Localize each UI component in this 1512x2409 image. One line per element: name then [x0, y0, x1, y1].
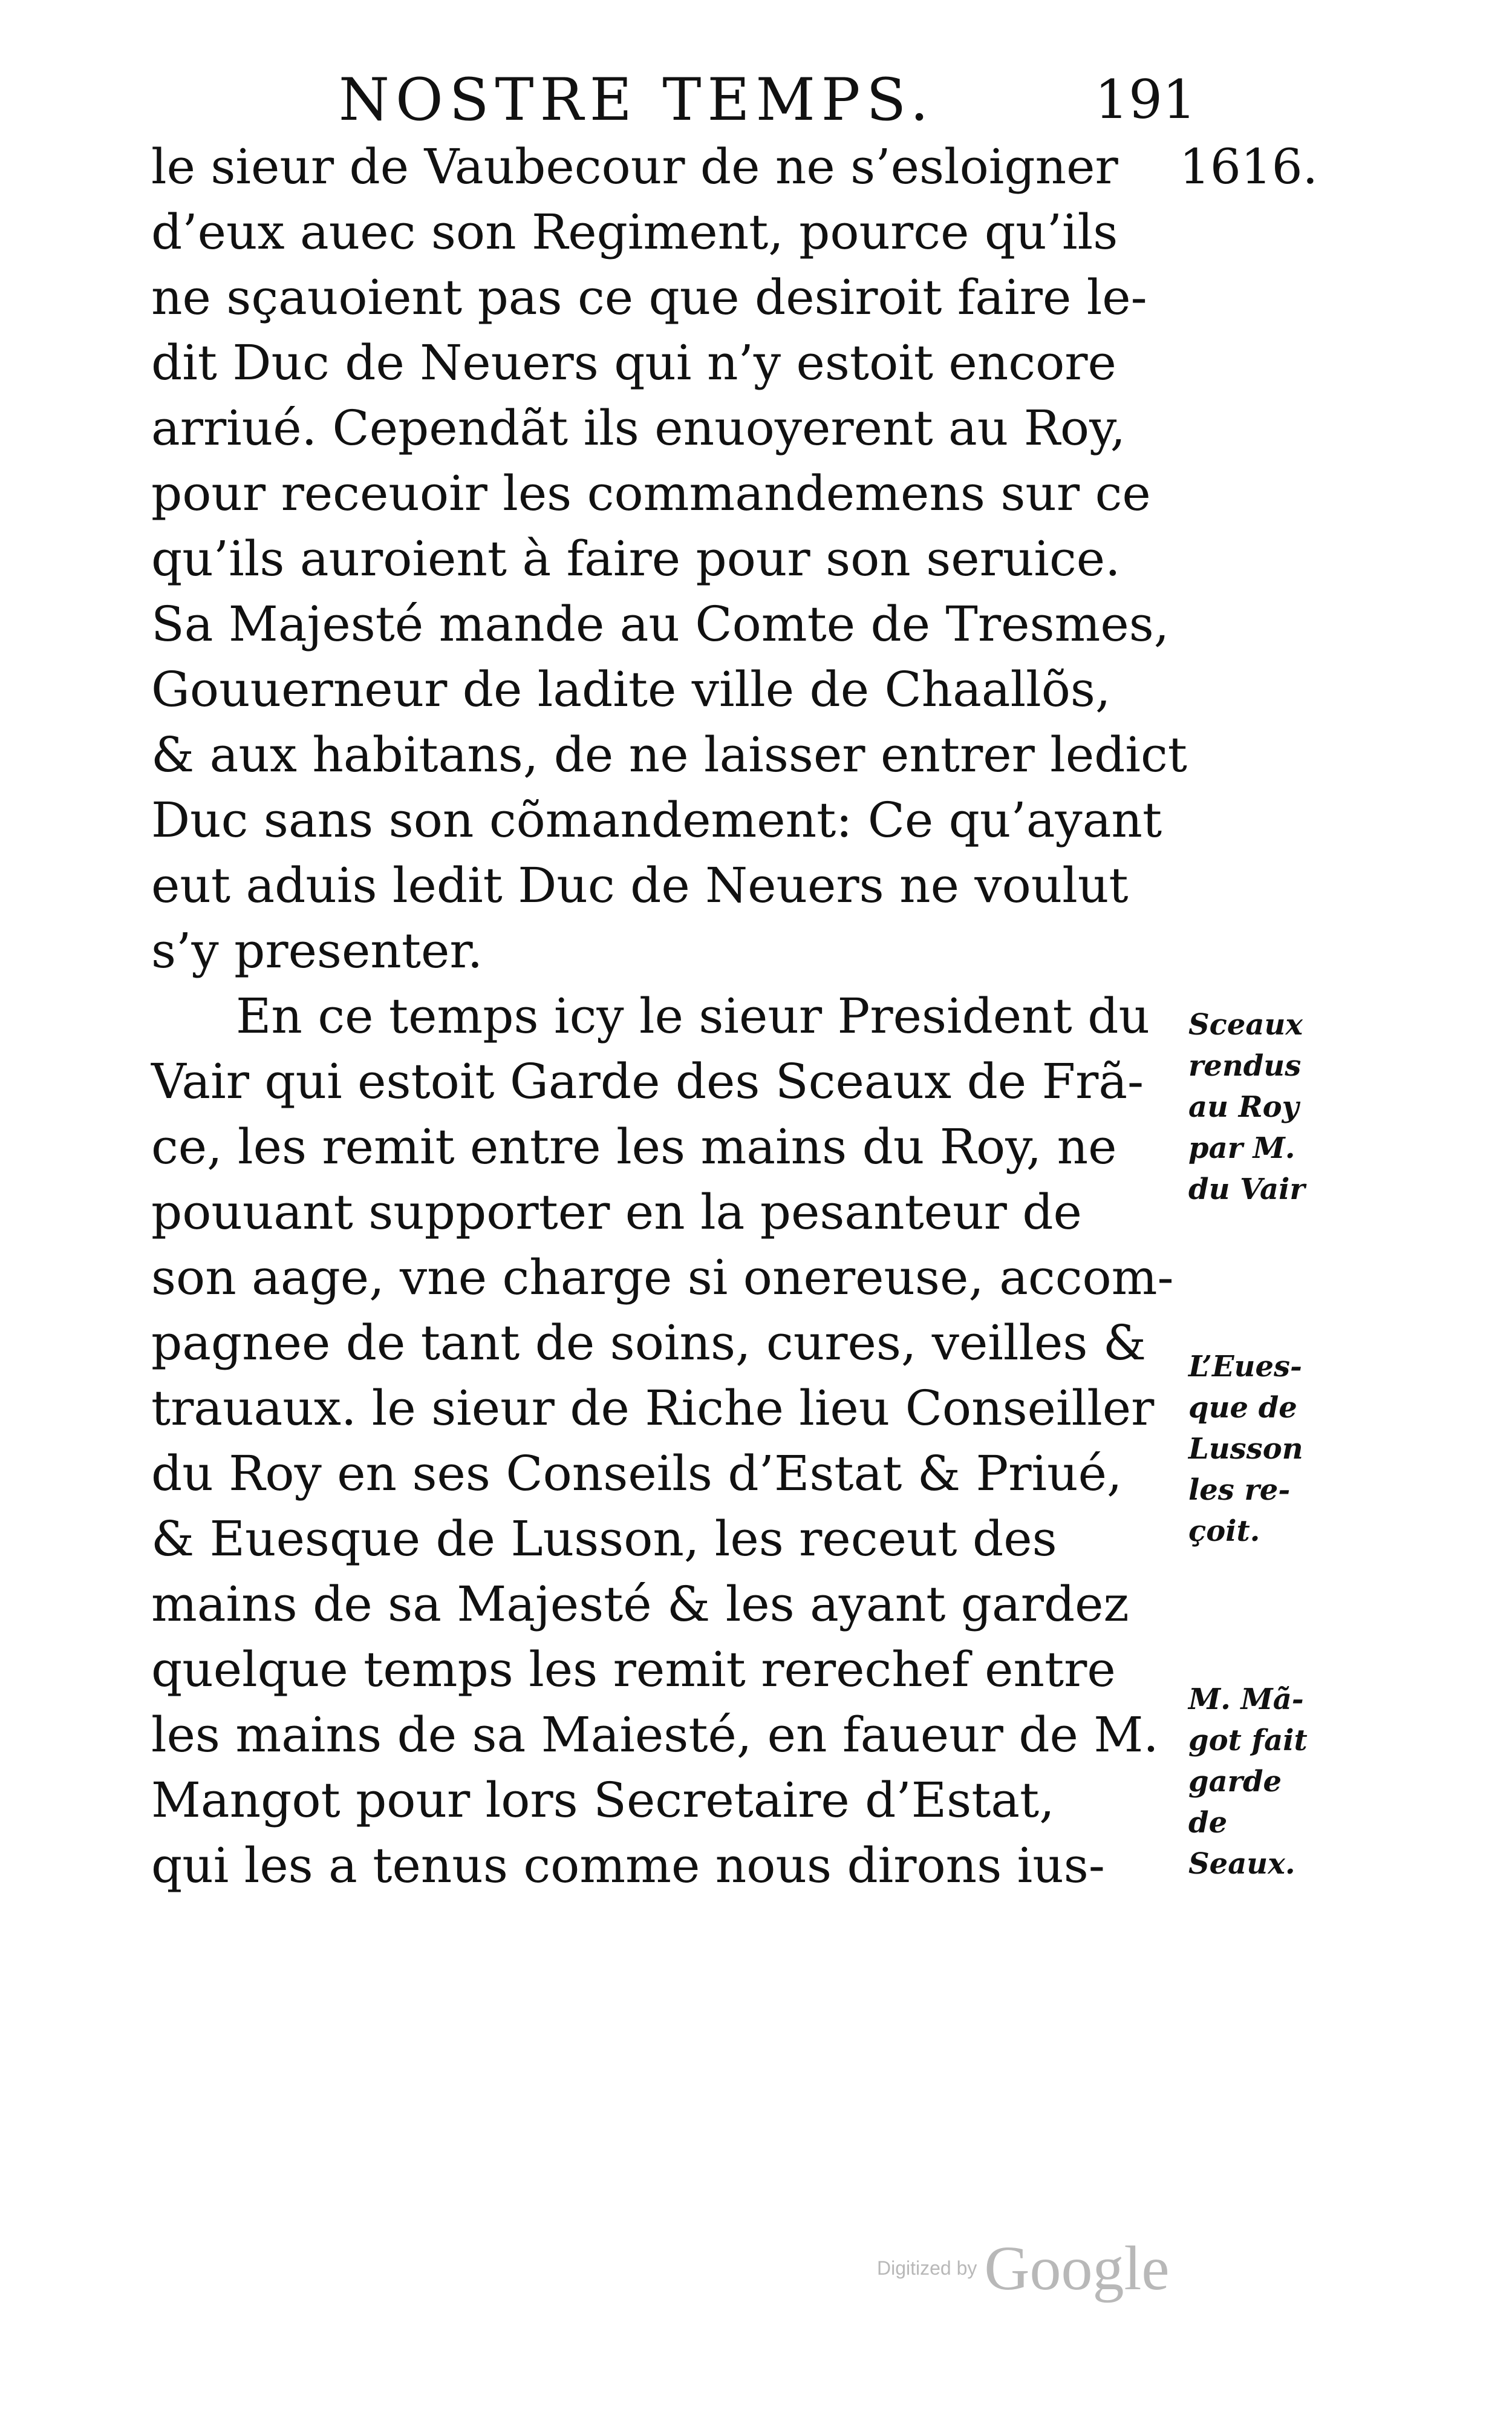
margin-note-line: çoit. — [1188, 1514, 1260, 1548]
text-line: Sa Majesté mande au Comte de Tresmes, — [151, 596, 1170, 652]
digitized-by-label: Digitized by — [877, 2257, 977, 2279]
text-line: les mains de sa Maiesté, en faueur de M. — [151, 1707, 1159, 1763]
margin-note-line: Seaux. — [1188, 1847, 1295, 1881]
margin-note-line: les re- — [1188, 1473, 1291, 1507]
text-line: pour receuoir les commandemens sur ce — [151, 465, 1151, 521]
text-line: Gouuerneur de ladite ville de Chaallõs, — [151, 661, 1111, 717]
text-line: s’y presenter. — [151, 923, 483, 979]
margin-note-line: que de — [1188, 1391, 1297, 1425]
text-line: le sieur de Vaubecour de ne s’esloigner — [151, 139, 1118, 195]
text-line: En ce temps icy le sieur President du — [236, 988, 1150, 1044]
running-head — [339, 60, 1196, 139]
text-line: pouuant supporter en la pesanteur de — [151, 1184, 1082, 1240]
text-line: dit Duc de Neuers qui n’y estoit encore — [151, 335, 1116, 391]
text-line: mains de sa Majesté & les ayant gardez — [151, 1576, 1129, 1632]
text-line: Mangot pour lors Secretaire d’Estat, — [151, 1772, 1055, 1828]
text-line: & Euesque de Lusson, les receut des — [151, 1511, 1057, 1567]
text-line: qui les a tenus comme nous dirons ius- — [151, 1837, 1105, 1894]
margin-note-line: L’Eues- — [1188, 1350, 1302, 1384]
margin-note-line: par M. — [1188, 1131, 1295, 1165]
text-line: trauaux. le sieur de Riche lieu Conseiller — [151, 1380, 1155, 1436]
text-line: pagnee de tant de soins, cures, veilles & — [151, 1315, 1147, 1371]
text-line: ne sçauoient pas ce que desiroit faire le- — [151, 269, 1147, 325]
text-line: d’eux auec son Regiment, pource qu’ils — [151, 204, 1118, 260]
margin-note-line: au Roy — [1188, 1090, 1299, 1124]
page-number: 191 — [1095, 68, 1196, 131]
margin-note-line: rendus — [1188, 1049, 1302, 1083]
running-head-title: NOSTRE TEMPS. — [339, 66, 935, 134]
text-line: arriué. Cependãt ils enuoyerent au Roy, — [151, 400, 1126, 456]
margin-note-line: garde — [1188, 1765, 1282, 1799]
margin-year: 1616. — [1179, 139, 1318, 195]
margin-note-line: M. Mã- — [1188, 1682, 1304, 1716]
margin-note-line: Lusson — [1188, 1432, 1303, 1466]
text-line: qu’ils auroient à faire pour son seruice. — [151, 531, 1121, 587]
text-line: ce, les remit entre les mains du Roy, ne — [151, 1119, 1117, 1175]
text-line: eut aduis ledit Duc de Neuers ne voulut — [151, 857, 1129, 914]
text-line: du Roy en ses Conseils d’Estat & Priué, — [151, 1445, 1123, 1502]
margin-note-line: got fait — [1188, 1724, 1308, 1757]
text-line: Duc sans son cõmandement: Ce qu’ayant — [151, 792, 1162, 848]
digitized-by-google-watermark — [877, 2232, 1170, 2317]
text-line: quelque temps les remit rerechef entre — [151, 1641, 1116, 1698]
text-line: & aux habitans, de ne laisser entrer ledict — [151, 727, 1187, 783]
margin-note-line: Sceaux — [1188, 1008, 1303, 1042]
google-logo-text: Google — [984, 2234, 1170, 2303]
text-line: Vair qui estoit Garde des Sceaux de Frã- — [151, 1053, 1144, 1110]
margin-note-line: du Vair — [1188, 1172, 1305, 1206]
margin-note-line: de — [1188, 1806, 1228, 1840]
text-line: son aage, vne charge si onereuse, accom- — [151, 1249, 1174, 1306]
